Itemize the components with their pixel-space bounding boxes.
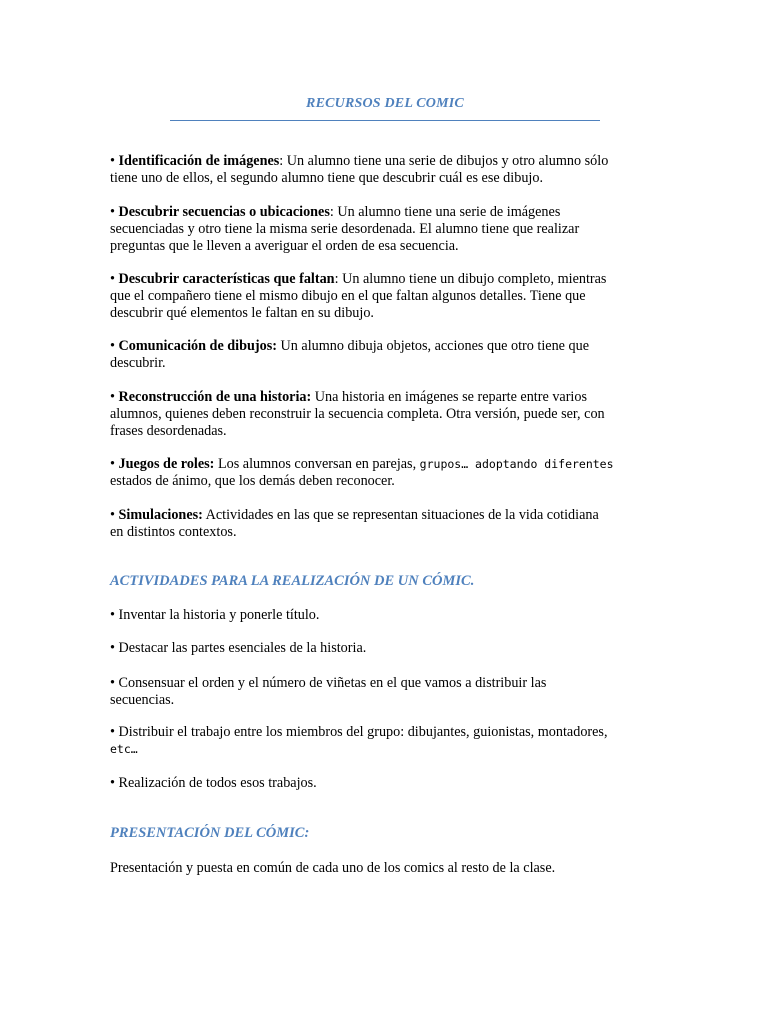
- resource-text: alumnos, quienes deben reconstruir la secuencia completa. Otra versión, puede ser, con: [110, 406, 605, 422]
- resource-item: • Simulaciones: Actividades en las que se representan situaciones de la vida cotidiana en distintos contextos.: [110, 507, 599, 540]
- resource-item: • Comunicación de dibujos: Un alumno dibuja objetos, acciones que otro tiene que descubrir.: [110, 338, 590, 371]
- resource-text: tiene uno de ellos, el segundo alumno tiene que descubrir cuál es ese dibujo.: [110, 170, 543, 186]
- presentation-heading: PRESENTACIÓN DEL CÓMIC:: [110, 825, 310, 841]
- resource-term: Juegos de roles:: [118, 456, 215, 472]
- resource-item: • Descubrir secuencias o ubicaciones: Un alumno tiene una serie de imágenes secuenciadas y otro tiene la misma serie desordenada. El alumno tiene que realizar preguntas que le lleven a averiguar el orden de esa secuencia.: [110, 204, 580, 254]
- activity-item: [110, 724, 670, 758]
- activity-text: • Inventar la historia y ponerle título.: [110, 607, 320, 623]
- resource-term: Identificación de imágenes: [118, 153, 280, 169]
- resource-text: secuenciadas y otro tiene la misma serie desordenada. El alumno tiene que realizar: [110, 221, 580, 237]
- resource-text: estados de ánimo, que los demás deben reconocer.: [110, 473, 395, 489]
- activity-text: • Distribuir el trabajo entre los miembros del grupo: dibujantes, guionistas, montadores,: [110, 724, 608, 740]
- resource-text: : Un alumno tiene una serie de imágenes: [329, 204, 561, 220]
- resource-text: preguntas que le lleven a averiguar el orden de esa secuencia.: [110, 238, 459, 254]
- activity-text: secuencias.: [110, 692, 175, 708]
- activity-item: [110, 640, 670, 657]
- resource-text: : Un alumno tiene un dibujo completo, mientras: [334, 271, 607, 287]
- activity-text-mono: etc…: [110, 742, 138, 756]
- activity-item: [110, 675, 670, 709]
- resource-text: : Un alumno tiene una serie de dibujos y otro alumno sólo: [279, 153, 609, 169]
- resource-item: • Juegos de roles: Los alumnos conversan en parejas, grupos… adoptando diferentes estados de ánimo, que los demás deben reconocer.: [110, 456, 614, 489]
- resource-text-mono: grupos… adoptando diferentes: [419, 457, 614, 471]
- resource-term: Reconstrucción de una historia:: [118, 389, 312, 405]
- resource-term: Descubrir características que faltan: [118, 271, 335, 287]
- resource-text: Actividades en las que se representan situaciones de la vida cotidiana: [202, 507, 599, 523]
- document-title: RECURSOS DEL COMIC: [306, 96, 464, 111]
- activity-item: [110, 607, 670, 624]
- resource-item: • Descubrir características que faltan: Un alumno tiene un dibujo completo, mientras que el compañero tiene el mismo dibujo en el que faltan algunos detalles. Tiene que descubrir qué elementos le faltan en su dibujo.: [110, 271, 607, 321]
- resource-term: Simulaciones:: [118, 507, 203, 523]
- title-underline: [170, 120, 600, 121]
- resource-term: Comunicación de dibujos:: [118, 338, 277, 354]
- resource-item: • Reconstrucción de una historia: Una historia en imágenes se reparte entre varios alumnos, quienes deben reconstruir la secuencia completa. Otra versión, puede ser, con frases desordenadas.: [110, 389, 605, 439]
- resource-text: descubrir qué elementos le faltan en su dibujo.: [110, 305, 374, 321]
- activity-text: • Consensuar el orden y el número de viñetas en el que vamos a distribuir las: [110, 675, 547, 691]
- resource-text: que el compañero tiene el mismo dibujo en el que faltan algunos detalles. Tiene que: [110, 288, 586, 304]
- resource-text: Una historia en imágenes se reparte entre varios: [311, 389, 587, 405]
- resource-text: en distintos contextos.: [110, 524, 237, 540]
- resource-item: • Identificación de imágenes: Un alumno tiene una serie de dibujos y otro alumno sólo tiene uno de ellos, el segundo alumno tiene que descubrir cuál es ese dibujo.: [110, 153, 609, 186]
- activities-heading: ACTIVIDADES PARA LA REALIZACIÓN DE UN CÓMIC.: [110, 573, 475, 589]
- activity-text: • Realización de todos esos trabajos.: [110, 775, 317, 791]
- resource-text: descubrir.: [110, 355, 166, 371]
- resource-text: frases desordenadas.: [110, 423, 227, 439]
- presentation-text: Presentación y puesta en común de cada uno de los comics al resto de la clase.: [110, 860, 556, 876]
- activity-item: [110, 775, 670, 792]
- resource-text: Los alumnos conversan en parejas,: [214, 456, 420, 472]
- activity-text: • Destacar las partes esenciales de la historia.: [110, 640, 367, 656]
- resource-term: Descubrir secuencias o ubicaciones: [118, 204, 330, 220]
- resource-text: Un alumno dibuja objetos, acciones que otro tiene que: [276, 338, 590, 354]
